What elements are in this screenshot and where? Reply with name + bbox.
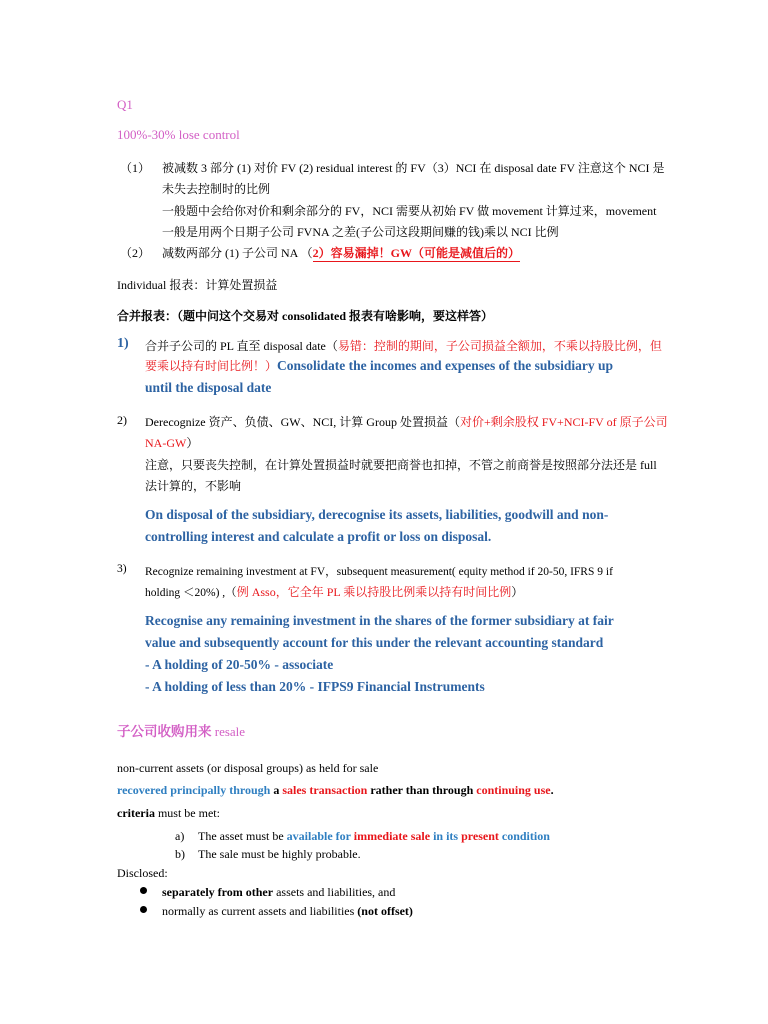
- bullet-2-text: normally as current assets and liabilities: [162, 904, 358, 918]
- criteria-a-immediate-sale: immediate sale: [353, 829, 431, 843]
- point-2-paren-close: ）: [186, 436, 199, 450]
- criteria-a-in-its: in its: [430, 829, 462, 843]
- disclosed-bullet-2: [162, 904, 413, 919]
- criteria-a-available: available for: [286, 829, 354, 843]
- resale-rather-than: rather than through: [367, 783, 477, 797]
- list-item-2: [162, 244, 520, 261]
- point-2-text: Derecognize 资产、负债、GW、NCI, 计算 Group 处置损益（: [145, 415, 460, 429]
- point-3-text: holding ＜20%) ,（: [145, 587, 237, 599]
- criteria-b: The sale must be highly probable.: [198, 847, 361, 861]
- bullet-2-bold: (not offset): [357, 904, 413, 918]
- bullet-dot-icon: [140, 887, 147, 894]
- criteria-line: [117, 806, 220, 821]
- list-item-1-line-2: 未失去控制时的比例: [162, 182, 271, 196]
- point-3-line-2: [145, 583, 523, 600]
- point-3-line-1: Recognize remaining investment at FV，subsequent measurement( equity method if 20-50, IFRS 9 if: [145, 566, 613, 578]
- criteria-a-present: present: [461, 829, 499, 843]
- point-1-english-1: Consolidate the incomes and expenses of the subsidiary up: [277, 358, 614, 373]
- point-2-formula: 对价+剩余股权 FV+NCI-FV of 原子公司: [459, 415, 668, 429]
- criteria-a-number: a): [175, 829, 185, 843]
- section-heading-resale-en: resale: [211, 724, 246, 739]
- criteria-rest: must be met:: [154, 806, 220, 820]
- point-1-warning: 易错：控制的期间，子公司损益全额加，不乘以持股比例，但: [337, 339, 662, 353]
- point-1-warning-cont: 要乘以持有时间比例！）: [145, 359, 278, 373]
- point-3-english-1: Recognise any remaining investment in the shares of the former subsidiary at fair: [145, 613, 614, 628]
- point-2-english-1: On disposal of the subsidiary, derecognise its assets, liabilities, goodwill and non-: [145, 507, 609, 522]
- point-number-3: 3): [117, 563, 127, 575]
- criteria-a: [198, 829, 550, 844]
- section-heading-resale: [117, 720, 245, 741]
- point-3-english-3: - A holding of 20-50% - associate: [145, 657, 334, 672]
- list-item-1-line-1: 被减数 3 部分 (1) 对价 FV (2) residual interest 的 FV（3）NCI 在 disposal date FV 注意这个 NCI 是: [162, 161, 665, 175]
- resale-a: a: [270, 783, 283, 797]
- point-2-english-2: controlling interest and calculate a profit or loss on disposal.: [145, 529, 492, 544]
- criteria-label: criteria: [117, 806, 155, 820]
- resale-line-2: [117, 783, 554, 798]
- individual-statement-note: Individual 报表：计算处置损益: [117, 278, 278, 292]
- bullet-1-bold: separately from other: [162, 885, 274, 899]
- point-2-line-1: [145, 413, 668, 430]
- list-item-1-line-4: 一般是用两个日期子公司 FVNA 之差(子公司这段期间赚的钱)乘以 NCI 比例: [162, 225, 559, 239]
- list-number-2: （2）: [120, 246, 151, 260]
- point-2-note-1: 注意，只要丧失控制，在计算处置损益时就要把商誉也扣掉，不管之前商誉是按照部分法还是 full: [145, 458, 657, 472]
- resale-line-1: non-current assets (or disposal groups) as held for sale: [117, 761, 379, 775]
- point-2-formula-cont: NA-GW: [145, 436, 187, 450]
- disclosed-label: Disclosed:: [117, 866, 168, 880]
- point-1-line-2: [145, 357, 613, 375]
- consolidated-statement-heading: 合并报表：（题中问这个交易对 consolidated 报表有啥影响，要这样答）: [117, 309, 494, 323]
- point-3-example: 例 Asso，它全年 PL 乘以持股比例乘以持有时间比例: [236, 585, 512, 599]
- point-2-note-2: 法计算的，不影响: [145, 479, 242, 493]
- criteria-a-text: The asset must be: [198, 829, 287, 843]
- point-number-2: 2): [117, 413, 127, 427]
- section-heading-resale-cn: 子公司收购用来: [117, 724, 212, 739]
- list-item-2-warning: 2）容易漏掉！GW（可能是减值后的）: [312, 246, 521, 260]
- section-heading-lose-control: 100%-30% lose control: [117, 127, 240, 142]
- criteria-b-number: b): [175, 847, 185, 861]
- resale-period: .: [550, 783, 554, 797]
- point-3-english-2: value and subsequently account for this under the relevant accounting standard: [145, 635, 604, 650]
- point-number-1: 1): [117, 336, 129, 351]
- list-item-2-text: 减数两部分 (1) 子公司 NA （: [162, 246, 313, 260]
- list-item-1-line-3: 一般题中会给你对价和剩余部分的 FV，NCI 需要从初始 FV 做 movement 计算过来，movement: [162, 204, 657, 218]
- point-1-text: 合并子公司的 PL 直至 disposal date（: [145, 339, 338, 353]
- point-3-english-4: - A holding of less than 20% - IFPS9 Financial Instruments: [145, 679, 485, 694]
- point-1-line-1: [145, 337, 662, 354]
- resale-sales-transaction: sales transaction: [282, 783, 368, 797]
- list-number-1: （1）: [120, 161, 151, 175]
- disclosed-bullet-1: [162, 885, 395, 900]
- resale-continuing-use: continuing use: [476, 783, 551, 797]
- question-label: Q1: [117, 97, 133, 112]
- resale-recovered: recovered principally through: [117, 783, 271, 797]
- point-3-paren-close: ）: [511, 585, 524, 599]
- bullet-dot-icon: [140, 906, 147, 913]
- point-2-line-2: [145, 434, 198, 451]
- bullet-1-rest: assets and liabilities, and: [273, 885, 396, 899]
- point-1-english-2: until the disposal date: [145, 380, 272, 395]
- criteria-a-condition: condition: [498, 829, 550, 843]
